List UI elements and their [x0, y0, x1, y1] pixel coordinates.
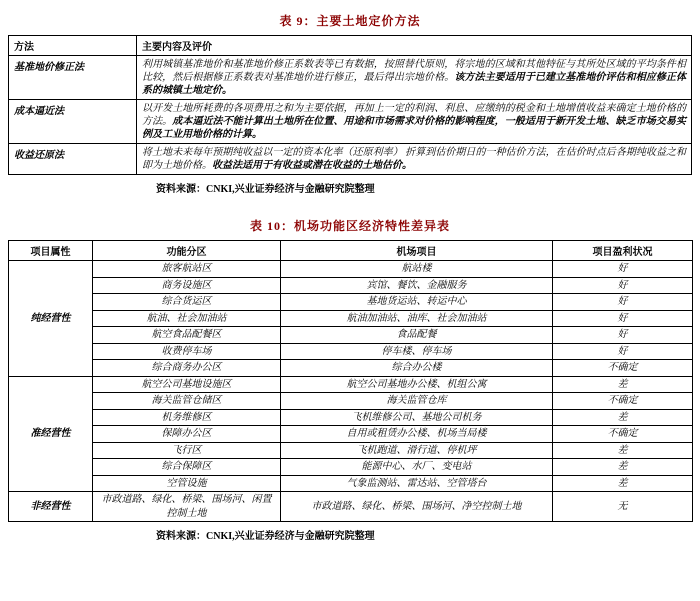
- zone-cell: 飞行区: [93, 442, 281, 459]
- profit-cell: 无: [553, 492, 693, 522]
- table10-header-profit: 项目盈利状况: [553, 241, 693, 261]
- profit-cell: 好: [553, 327, 693, 344]
- table9-header-method: 方法: [9, 36, 137, 56]
- content-cell: [137, 144, 692, 175]
- method-cell: 成本逼近法: [9, 100, 137, 144]
- table-row: [9, 310, 693, 327]
- table9-header-content: 主要内容及评价: [137, 36, 692, 56]
- profit-cell: 好: [553, 310, 693, 327]
- content-text: 利用城镇基准地价和基准地价修正系数表等已有数据，按照替代原则，将宗地的区域和其他特征与其所处区域的平均条件相比较，然后根据修正系数表对基准地价进行修正，最后得出宗地价格。: [142, 59, 686, 83]
- profit-cell: 好: [553, 294, 693, 311]
- profit-cell: 差: [553, 376, 693, 393]
- content-text: 以开发土地所耗费的各项费用之和为主要依据，再加上一定的利润、利息、应缴纳的税金和土地增值收益来确定土地价格的方法。: [142, 103, 686, 127]
- table-row: [9, 294, 693, 311]
- zone-cell: 综合保障区: [93, 459, 281, 476]
- zone-cell: 保障办公区: [93, 426, 281, 443]
- attr-cell: 纯经营性: [9, 261, 93, 377]
- zone-cell: 航空公司基地设施区: [93, 376, 281, 393]
- attr-cell: 准经营性: [9, 376, 93, 492]
- project-cell: 航站楼: [281, 261, 553, 278]
- zone-cell: 旅客航站区: [93, 261, 281, 278]
- project-cell: 停车楼、停车场: [281, 343, 553, 360]
- table-row: [9, 100, 692, 144]
- profit-cell: 不确定: [553, 393, 693, 410]
- profit-cell: 好: [553, 261, 693, 278]
- profit-cell: 差: [553, 442, 693, 459]
- project-cell: 食品配餐: [281, 327, 553, 344]
- profit-cell: 不确定: [553, 426, 693, 443]
- table9-header-row: [9, 36, 692, 56]
- table10-source: 资料来源：CNKI,兴业证券经济与金融研究院整理: [156, 531, 375, 542]
- profit-cell: 差: [553, 409, 693, 426]
- zone-cell: 综合货运区: [93, 294, 281, 311]
- zone-cell: 空管设施: [93, 475, 281, 492]
- zone-cell: 航油、社会加油站: [93, 310, 281, 327]
- table-row: [9, 459, 693, 476]
- table-row: [9, 393, 693, 410]
- zone-cell: 航空食品配餐区: [93, 327, 281, 344]
- table-row: [9, 327, 693, 344]
- table-row: [9, 376, 693, 393]
- zone-cell: 商务设施区: [93, 277, 281, 294]
- content-bold-text: 该方法主要适用于已建立基准地价评估和相应修正体系的城镇土地定价。: [142, 72, 687, 96]
- profit-cell: 好: [553, 277, 693, 294]
- zone-cell: 综合商务办公区: [93, 360, 281, 377]
- table10-title: 表 10：机场功能区经济特性差异表: [249, 219, 450, 233]
- method-cell: 收益还原法: [9, 144, 137, 175]
- project-cell: 航油加油站、油库、社会加油站: [281, 310, 553, 327]
- zone-cell: 市政道路、绿化、桥梁、围场河、闲置控制土地: [93, 492, 281, 522]
- spacer: [8, 199, 692, 213]
- attr-cell: 非经营性: [9, 492, 93, 522]
- table10-header-row: [9, 241, 693, 261]
- table9-title: 表 9：主要土地定价方法: [279, 14, 421, 28]
- table-row: [9, 277, 693, 294]
- project-cell: 航空公司基地办公楼、机组公寓: [281, 376, 553, 393]
- project-cell: 综合办公楼: [281, 360, 553, 377]
- table9: [8, 35, 692, 175]
- table10-header-zone: 功能分区: [93, 241, 281, 261]
- content-cell: [137, 56, 692, 100]
- project-cell: 海关监管仓库: [281, 393, 553, 410]
- table-row: [9, 475, 693, 492]
- table-row: [9, 343, 693, 360]
- table10-header-project: 机场项目: [281, 241, 553, 261]
- method-cell: 基准地价修正法: [9, 56, 137, 100]
- project-cell: 宾馆、餐饮、金融服务: [281, 277, 553, 294]
- project-cell: 市政道路、绿化、桥梁、围场河、净空控制土地: [281, 492, 553, 522]
- content-cell: [137, 100, 692, 144]
- table10-header-attr: 项目属性: [9, 241, 93, 261]
- zone-cell: 海关监管仓储区: [93, 393, 281, 410]
- table-row: [9, 409, 693, 426]
- profit-cell: 差: [553, 459, 693, 476]
- table-row: [9, 261, 693, 278]
- profit-cell: 差: [553, 475, 693, 492]
- content-text: 将土地未来每年预期纯收益以一定的资本化率（还原利率） 折算到估价期日的一种估价方法，在估价时点后各期纯收益之和即为土地价格。: [142, 147, 686, 171]
- profit-cell: 不确定: [553, 360, 693, 377]
- table9-source: 资料来源：CNKI,兴业证券经济与金融研究院整理: [156, 184, 375, 195]
- project-cell: 自用或租赁办公楼、机场当局楼: [281, 426, 553, 443]
- project-cell: 基地货运站、转运中心: [281, 294, 553, 311]
- table10: [8, 240, 693, 522]
- project-cell: 气象监测站、雷达站、空管塔台: [281, 475, 553, 492]
- project-cell: 飞机维修公司、基地公司机务: [281, 409, 553, 426]
- project-cell: 能源中心、水厂、变电站: [281, 459, 553, 476]
- content-bold-text: 收益法适用于有收益或潜在收益的土地估价。: [212, 160, 412, 171]
- table-row: [9, 442, 693, 459]
- table-row: [9, 144, 692, 175]
- zone-cell: 收费停车场: [93, 343, 281, 360]
- table-row: [9, 360, 693, 377]
- zone-cell: 机务维修区: [93, 409, 281, 426]
- content-bold-text: 成本逼近法不能计算出土地所在位置、用途和市场需求对价格的影响程度，一般适用于新开发土地、缺乏市场交易实例及工业用地价格的计算。: [142, 116, 687, 140]
- table-row: [9, 426, 693, 443]
- profit-cell: 好: [553, 343, 693, 360]
- project-cell: 飞机跑道、滑行道、停机坪: [281, 442, 553, 459]
- table-row: [9, 492, 693, 522]
- table-row: [9, 56, 692, 100]
